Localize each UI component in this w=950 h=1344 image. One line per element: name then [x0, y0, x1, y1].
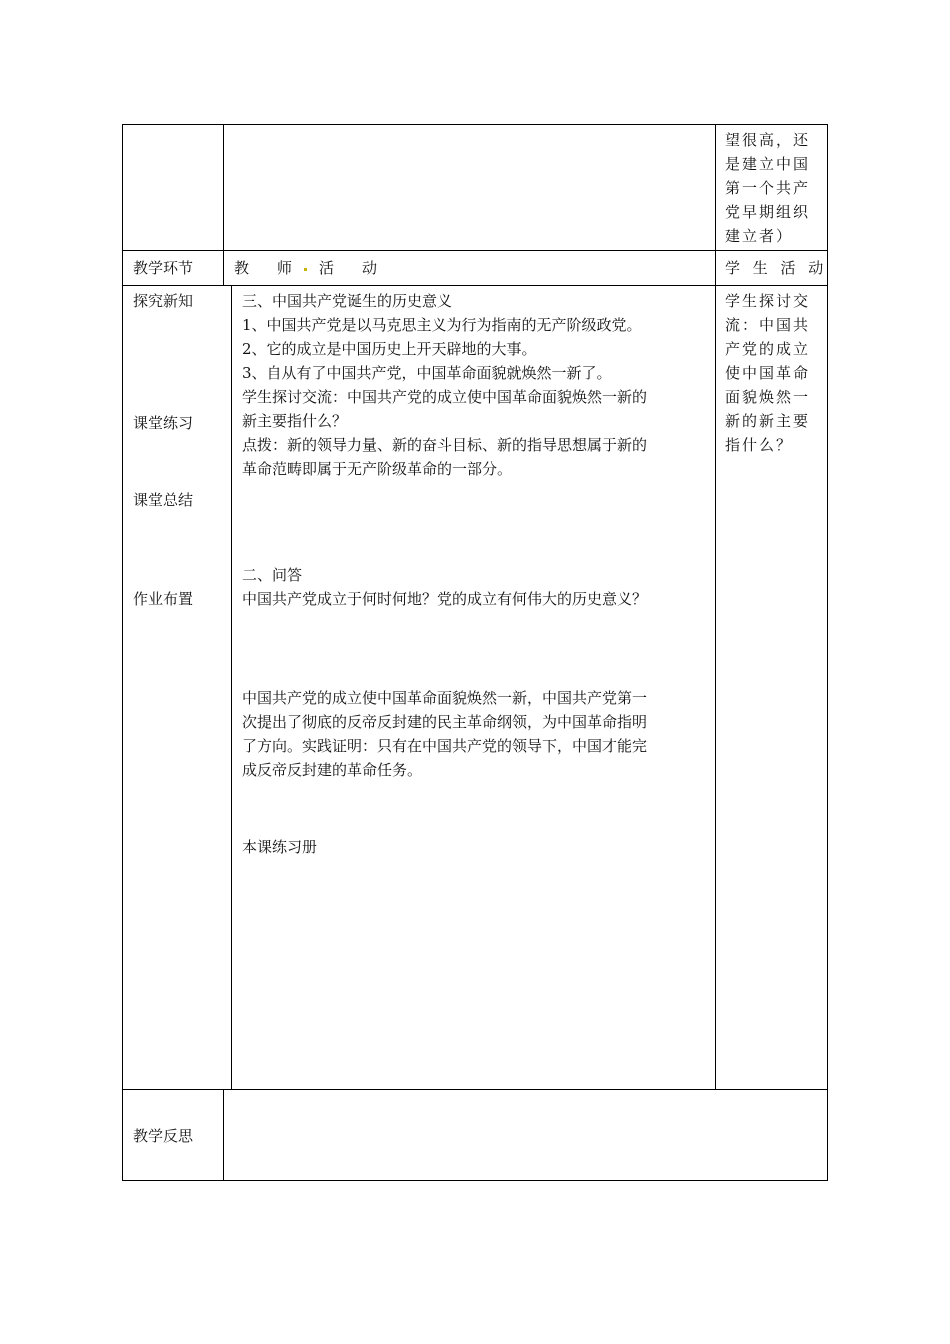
answer-line: 了方向。实践证明：只有在中国共产党的领导下，中国才能完	[242, 737, 648, 755]
qa-answer	[242, 686, 647, 782]
note-line: 建立者）	[725, 227, 794, 245]
section-heading: 三、中国共产党诞生的历史意义	[242, 292, 453, 310]
top-student-note	[725, 128, 810, 248]
student-line: 流：中国共	[725, 316, 811, 334]
discussion-line: 新主要指什么？	[242, 412, 348, 430]
point-2: 2、它的成立是中国历史上开天辟地的大事。	[242, 340, 537, 358]
row-divider-header-top	[122, 250, 828, 251]
student-line: 面貌焕然一	[725, 388, 811, 406]
discussion-line: 学生探讨交流：中国共产党的成立使中国革命面貌焕然一新的	[242, 388, 648, 406]
section-homework: 作业布置	[133, 590, 194, 608]
hint-line: 点拨：新的领导力量、新的奋斗目标、新的指导思想属于新的	[242, 436, 648, 454]
qa-question: 中国共产党成立于何时何地？党的成立有何伟大的历史意义？	[242, 590, 648, 608]
qa-heading: 二、问答	[242, 566, 303, 584]
column-divider-1-middle	[231, 285, 232, 1090]
section-explore-new: 探究新知	[133, 292, 194, 310]
answer-line: 成反帝反封建的革命任务。	[242, 761, 423, 779]
student-line: 学生探讨交	[725, 292, 811, 310]
point-3: 3、自从有了中国共产党，中国革命面貌就焕然一新了。	[242, 364, 612, 382]
header-teaching-stage: 教学环节	[133, 259, 194, 277]
hint-line: 革命范畴即属于无产阶级革命的一部分。	[242, 460, 513, 478]
student-line: 产党的成立	[725, 340, 811, 358]
column-divider-2	[715, 124, 716, 1090]
row-divider-reflection	[122, 1089, 828, 1090]
column-divider-1-upper	[223, 124, 224, 286]
student-line: 指什么？	[725, 436, 794, 454]
note-line: 党早期组织	[725, 203, 811, 221]
header-char: 教	[234, 259, 250, 277]
table-border-left	[122, 124, 123, 1181]
section-reflection: 教学反思	[133, 1127, 194, 1145]
mark-dot	[304, 268, 307, 271]
table-border-right	[827, 124, 828, 1181]
student-line: 使中国革命	[725, 364, 811, 382]
header-char: 活	[319, 259, 335, 277]
answer-line: 中国共产党的成立使中国革命面貌焕然一新，中国共产党第一	[242, 689, 648, 707]
row-divider-header-bottom	[122, 285, 828, 286]
homework-text: 本课练习册	[242, 838, 318, 856]
header-teacher-activity	[234, 256, 377, 280]
student-activity-content	[725, 289, 810, 457]
table-border-top	[122, 124, 828, 125]
header-char: 师	[277, 259, 293, 277]
point-1: 1、中国共产党是以马克思主义为行为指南的无产阶级政党。	[242, 316, 642, 334]
student-line: 新的新主要	[725, 412, 811, 430]
section-class-summary: 课堂总结	[133, 491, 194, 509]
section-class-practice: 课堂练习	[133, 414, 194, 432]
column-divider-1-lower	[223, 1089, 224, 1181]
header-student-activity: 学 生 活 动	[725, 259, 828, 277]
note-line: 是建立中国	[725, 155, 811, 173]
table-border-bottom	[122, 1180, 828, 1181]
header-char: 动	[362, 259, 378, 277]
answer-line: 次提出了彻底的反帝反封建的民主革命纲领，为中国革命指明	[242, 713, 648, 731]
note-line: 望很高，还	[725, 131, 811, 149]
note-line: 第一个共产	[725, 179, 811, 197]
teacher-activity-content	[242, 289, 647, 481]
